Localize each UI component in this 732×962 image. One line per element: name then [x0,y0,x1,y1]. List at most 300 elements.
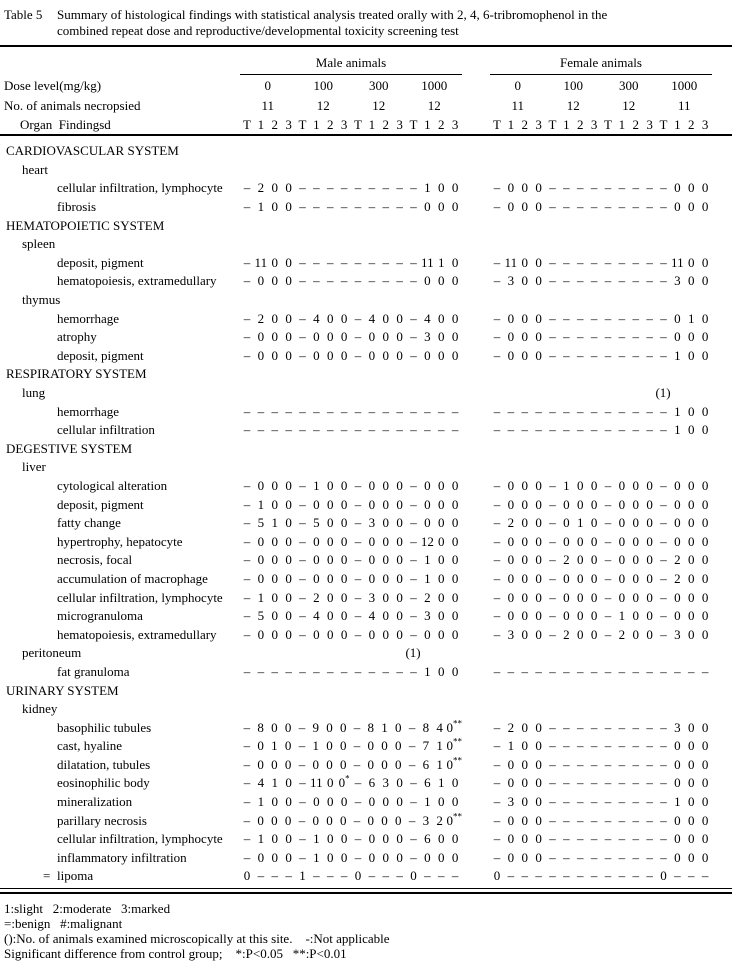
data-cell: 0 [535,180,542,196]
data-cell: 0 [535,756,542,772]
data-cell: – [660,347,667,363]
data-cell: 0 [326,719,333,735]
data-cell: – [354,180,362,196]
data-cell: – [243,626,251,642]
data-cell: 0 [521,199,528,215]
footnote-line: 1:slight 2:moderate 3:marked [4,900,171,916]
data-cell: 0 [451,608,459,624]
data-cell: – [257,663,265,679]
data-cell: – [493,608,501,624]
table-row [0,458,732,477]
data-cell: – [396,663,403,679]
data-cell: 6 [368,775,376,791]
data-cell: – [299,347,306,363]
data-cell: 0 [382,608,389,624]
data-cell: – [299,422,306,438]
table-row [0,309,732,328]
female-cells [490,757,712,773]
row-label: thymus [22,292,61,308]
data-cell: 0 [535,589,542,605]
data-cell: (1) [405,645,421,661]
data-cell: – [493,663,501,679]
data-cell: – [618,403,626,419]
data-cell: – [354,254,362,270]
data-cell: 0 [396,570,403,586]
data-cell: 1 [674,422,681,438]
data-cell: – [493,812,501,828]
data-cell: 0 [701,329,709,345]
data-cell: 0 [563,533,570,549]
necropsied-row [0,96,732,115]
female-cells [490,534,712,550]
data-cell: – [604,533,612,549]
data-cell: – [576,329,584,345]
male-cells [240,775,462,791]
data-cell: – [396,199,403,215]
data-cell: – [618,812,626,828]
dose-value: 300 [619,77,639,93]
row-label: dilatation, tubules [57,756,151,772]
male-group-label: Male animals [315,55,387,70]
data-cell: – [299,329,306,345]
data-cell: 0 [285,849,292,865]
data-cell: – [618,180,626,196]
data-cell: 0 [340,849,348,865]
data-cell [573,385,587,401]
data-cell: – [646,329,653,345]
table-header [0,47,732,134]
data-cell: 0 [674,496,681,512]
female-cells [490,497,712,513]
row-label: cellular infiltration, lymphocyte [57,180,223,196]
data-cell: – [493,570,501,586]
grade-col-header: 1 [313,116,320,132]
row-label: URINARY SYSTEM [6,682,119,698]
data-cell: 0 [618,589,626,605]
data-cell: – [313,180,320,196]
data-cell: 1 [618,608,626,624]
necropsied-value: 11 [677,97,691,113]
data-cell: 2 [674,570,681,586]
data-cell: – [576,347,584,363]
data-cell: 0 [326,552,334,568]
row-label: cast, hyaline [57,738,122,754]
table-row [0,198,732,217]
data-cell: 0 [507,608,515,624]
data-cell: – [549,199,556,215]
data-cell: 0 [382,477,389,493]
data-cell: 2 [436,812,443,828]
data-cell: 3 [422,812,430,828]
data-cell: – [660,589,667,605]
data-cell: – [493,310,501,326]
data-cell: – [410,626,417,642]
male-cells [240,645,462,661]
female-cells [490,608,712,624]
data-cell: – [590,663,598,679]
data-cell: – [618,663,626,679]
male-cells [240,720,462,736]
data-cell: – [632,756,639,772]
data-cell: 0 [687,347,695,363]
data-cell: – [660,422,667,438]
data-cell: 0 [284,812,292,828]
data-cell: – [424,868,431,884]
data-cell: 0 [521,812,528,828]
data-cell: – [590,775,598,791]
data-cell: – [687,868,695,884]
data-cell: – [493,515,501,531]
data-cell: 0 [451,515,459,531]
data-cell: – [313,199,320,215]
data-cell [254,645,268,661]
data-cell: 0 [451,347,459,363]
data-cell: 3 [424,329,431,345]
data-cell: – [243,199,251,215]
grade-header-row [0,115,732,134]
data-cell: 0 [563,515,570,531]
data-cell: – [507,663,515,679]
data-cell [518,385,532,401]
data-cell: – [354,347,362,363]
data-cell: – [604,273,612,289]
data-cell: – [604,329,612,345]
data-cell: – [535,422,542,438]
data-cell [434,645,448,661]
data-cell: 0 [396,329,403,345]
table-row [0,440,732,459]
data-cell: 0 [313,496,320,512]
male-cells [240,478,462,494]
row-label: eosinophilic body [57,775,150,791]
data-cell: 0 [326,310,334,326]
male-cells [240,534,462,550]
data-cell: 3 [507,626,515,642]
data-cell: 0 [396,849,403,865]
data-cell: – [646,719,653,735]
data-cell: 0 [632,570,639,586]
data-cell: 0 [646,552,653,568]
dose-value: 1000 [421,77,448,93]
data-cell: – [618,347,626,363]
data-cell: – [243,589,251,605]
data-cell: 0 [521,849,528,865]
male-cells [240,552,462,568]
row-label: fat granuloma [57,663,130,679]
data-cell: – [590,180,598,196]
data-cell: – [618,329,626,345]
data-cell: 1 [271,775,278,791]
data-cell: – [576,273,584,289]
data-cell [545,385,559,401]
data-cell: 2 [424,589,431,605]
data-cell: 0 [271,180,278,196]
data-cell [614,385,628,401]
data-cell: 0 [632,589,639,605]
data-cell: – [257,868,265,884]
data-cell: 11 [671,254,684,270]
data-cell: – [257,422,265,438]
data-cell: – [604,831,612,847]
data-cell: – [299,496,306,512]
data-cell: – [354,515,362,531]
data-cell: 5 [313,515,320,531]
data-cell: – [285,422,292,438]
table-row [0,272,732,291]
data-cell: 0 [271,794,278,810]
data-cell: – [410,775,417,791]
data-cell: – [549,273,556,289]
data-cell: – [660,310,667,326]
data-cell: 0 [521,273,528,289]
group-label-row [0,47,732,75]
data-cell: 1 [576,515,584,531]
data-cell [421,645,435,661]
female-dose-values [490,78,712,94]
data-cell: – [576,403,584,419]
data-cell: 0 [576,589,584,605]
data-cell: 0 [590,515,598,531]
organ-findings-label: Organ Findingsd [20,116,111,132]
data-cell: – [243,738,251,754]
data-cell: – [660,477,667,493]
data-cell: – [368,868,376,884]
data-cell: 0 [313,794,320,810]
row-label: DEGESTIVE SYSTEM [6,440,133,456]
table-row [0,551,732,570]
data-cell: – [354,570,362,586]
data-cell: – [243,756,251,772]
data-cell: – [243,515,251,531]
data-cell: 1 [313,477,320,493]
data-cell: – [299,254,306,270]
grade-col-header: 2 [326,116,334,132]
data-cell: – [408,719,416,735]
data-cell: – [451,868,459,884]
data-cell: – [576,831,584,847]
data-cell: 2 [563,552,570,568]
data-cell: – [660,812,667,828]
data-cell: 0 [701,254,709,270]
data-cell: 3 [382,775,389,791]
data-cell: 0 [382,552,389,568]
data-cell: 0 [326,849,334,865]
data-cell: 0 [340,533,348,549]
data-cell: – [604,868,612,884]
data-cell: 0 [451,533,459,549]
female-group [490,55,712,75]
data-cell: 0 [701,775,709,791]
data-cell: – [563,199,570,215]
row-label: parillary necrosis [57,812,147,828]
data-cell [364,645,378,661]
data-cell: 0 [368,570,376,586]
data-cell: 0 [687,496,695,512]
data-cell: – [326,403,334,419]
data-cell: 0 [271,347,278,363]
data-cell: 0 [590,496,598,512]
data-cell: – [618,199,626,215]
data-cell: 0 [396,775,403,791]
female-cells [490,255,712,271]
data-cell: 0 [646,626,653,642]
data-cell [504,385,518,401]
data-cell: – [299,589,306,605]
male-cells [240,738,462,754]
data-cell: 0** [446,718,462,735]
data-cell: 0 [396,589,403,605]
data-cell: 0 [687,849,695,865]
data-cell: 0 [284,719,292,735]
data-cell [600,385,614,401]
data-cell: – [507,403,515,419]
data-cell: – [451,422,459,438]
data-cell: – [660,273,667,289]
data-cell [281,645,295,661]
data-cell: 0 [507,570,515,586]
data-cell: 0 [563,496,570,512]
data-cell: – [354,477,362,493]
grade-col-header: T [492,116,501,132]
data-cell: – [396,180,403,196]
data-cell [309,645,323,661]
data-cell: 0 [424,849,431,865]
data-cell: 0 [437,552,445,568]
data-cell: – [340,199,348,215]
data-cell: 0 [590,552,598,568]
data-cell: 0 [271,552,278,568]
data-cell: 0 [396,831,403,847]
data-cell: – [493,254,501,270]
data-cell [671,385,685,401]
female-cells [490,590,712,606]
data-cell: – [604,403,612,419]
data-cell: 0 [285,329,292,345]
data-cell: – [535,868,542,884]
data-cell: 1 [687,310,695,326]
grade-col-header: 3 [451,116,459,132]
data-cell: 3 [674,626,681,642]
data-cell: 0 [284,738,292,754]
data-cell: 0 [687,756,695,772]
data-cell: – [604,589,612,605]
data-cell: 1 [424,570,431,586]
caption-line2: combined repeat dose and reproductive/developmental toxicity screening test [57,23,459,38]
data-cell: 0 [271,329,278,345]
data-cell: 0 [271,719,278,735]
data-cell: – [368,403,376,419]
data-cell: 0 [424,477,431,493]
data-cell: – [340,422,348,438]
data-cell: 0 [451,199,459,215]
data-cell: – [326,180,334,196]
data-cell: 0 [285,626,292,642]
data-cell: – [410,273,417,289]
data-cell: 0 [674,329,681,345]
data-cell: 0 [285,831,292,847]
data-cell: 0 [313,347,320,363]
grade-col-header: T [548,116,557,132]
data-cell: – [590,310,598,326]
data-cell: – [632,738,639,754]
data-cell: – [396,254,403,270]
data-cell: – [382,422,389,438]
data-cell: 0 [271,199,278,215]
data-cell: 0 [563,570,570,586]
data-cell: 4 [368,310,376,326]
data-cell: – [660,831,667,847]
data-cell: 6 [424,831,431,847]
data-cell: – [660,403,667,419]
female-cells [490,831,712,847]
data-cell: 0 [382,570,389,586]
data-cell: 0 [618,533,626,549]
data-cell: 0 [535,794,542,810]
data-cell: – [618,756,626,772]
data-cell: 0 [674,477,681,493]
data-cell: 0 [701,849,709,865]
data-cell: – [368,254,376,270]
data-cell: 5 [257,515,265,531]
data-cell: 0 [632,552,639,568]
data-cell: – [549,422,556,438]
necropsied-value: 12 [316,97,330,113]
benign-marker: = [43,868,51,884]
data-cell: 0 [701,310,709,326]
data-cell: – [299,608,306,624]
data-cell: 0 [618,477,626,493]
data-cell: – [576,422,584,438]
data-cell [337,645,351,661]
data-cell: 0 [576,626,584,642]
female-cells [490,794,712,810]
data-cell: – [410,831,417,847]
data-cell: – [549,849,556,865]
data-cell: – [660,794,667,810]
necropsied-value: 12 [372,97,386,113]
data-cell: 0 [451,775,459,791]
data-cell: – [563,403,570,419]
data-cell: – [243,663,251,679]
data-cell: – [313,663,320,679]
data-cell: 0 [687,180,695,196]
female-cells [490,422,712,438]
data-cell: 0 [521,831,528,847]
data-cell [268,645,282,661]
data-cell: – [408,812,416,828]
data-cell [350,645,364,661]
data-cell: – [354,794,362,810]
data-cell: 0 [576,570,584,586]
data-cell: – [521,403,528,419]
data-cell: 0** [446,736,462,754]
data-cell: – [632,812,639,828]
male-cells [240,348,462,364]
data-cell: 0 [451,626,459,642]
data-cell: – [410,496,417,512]
data-cell: – [549,756,556,772]
data-cell: 0 [687,273,695,289]
data-cell: – [354,589,362,605]
data-cell: 0 [687,254,695,270]
data-cell: – [299,533,306,549]
data-cell: 7 [422,738,430,754]
data-cell: 0 [285,570,292,586]
data-cell: – [271,422,278,438]
row-label: accumulation of macrophage [57,570,208,586]
data-cell: 0 [451,310,459,326]
data-cell: 0 [437,347,445,363]
